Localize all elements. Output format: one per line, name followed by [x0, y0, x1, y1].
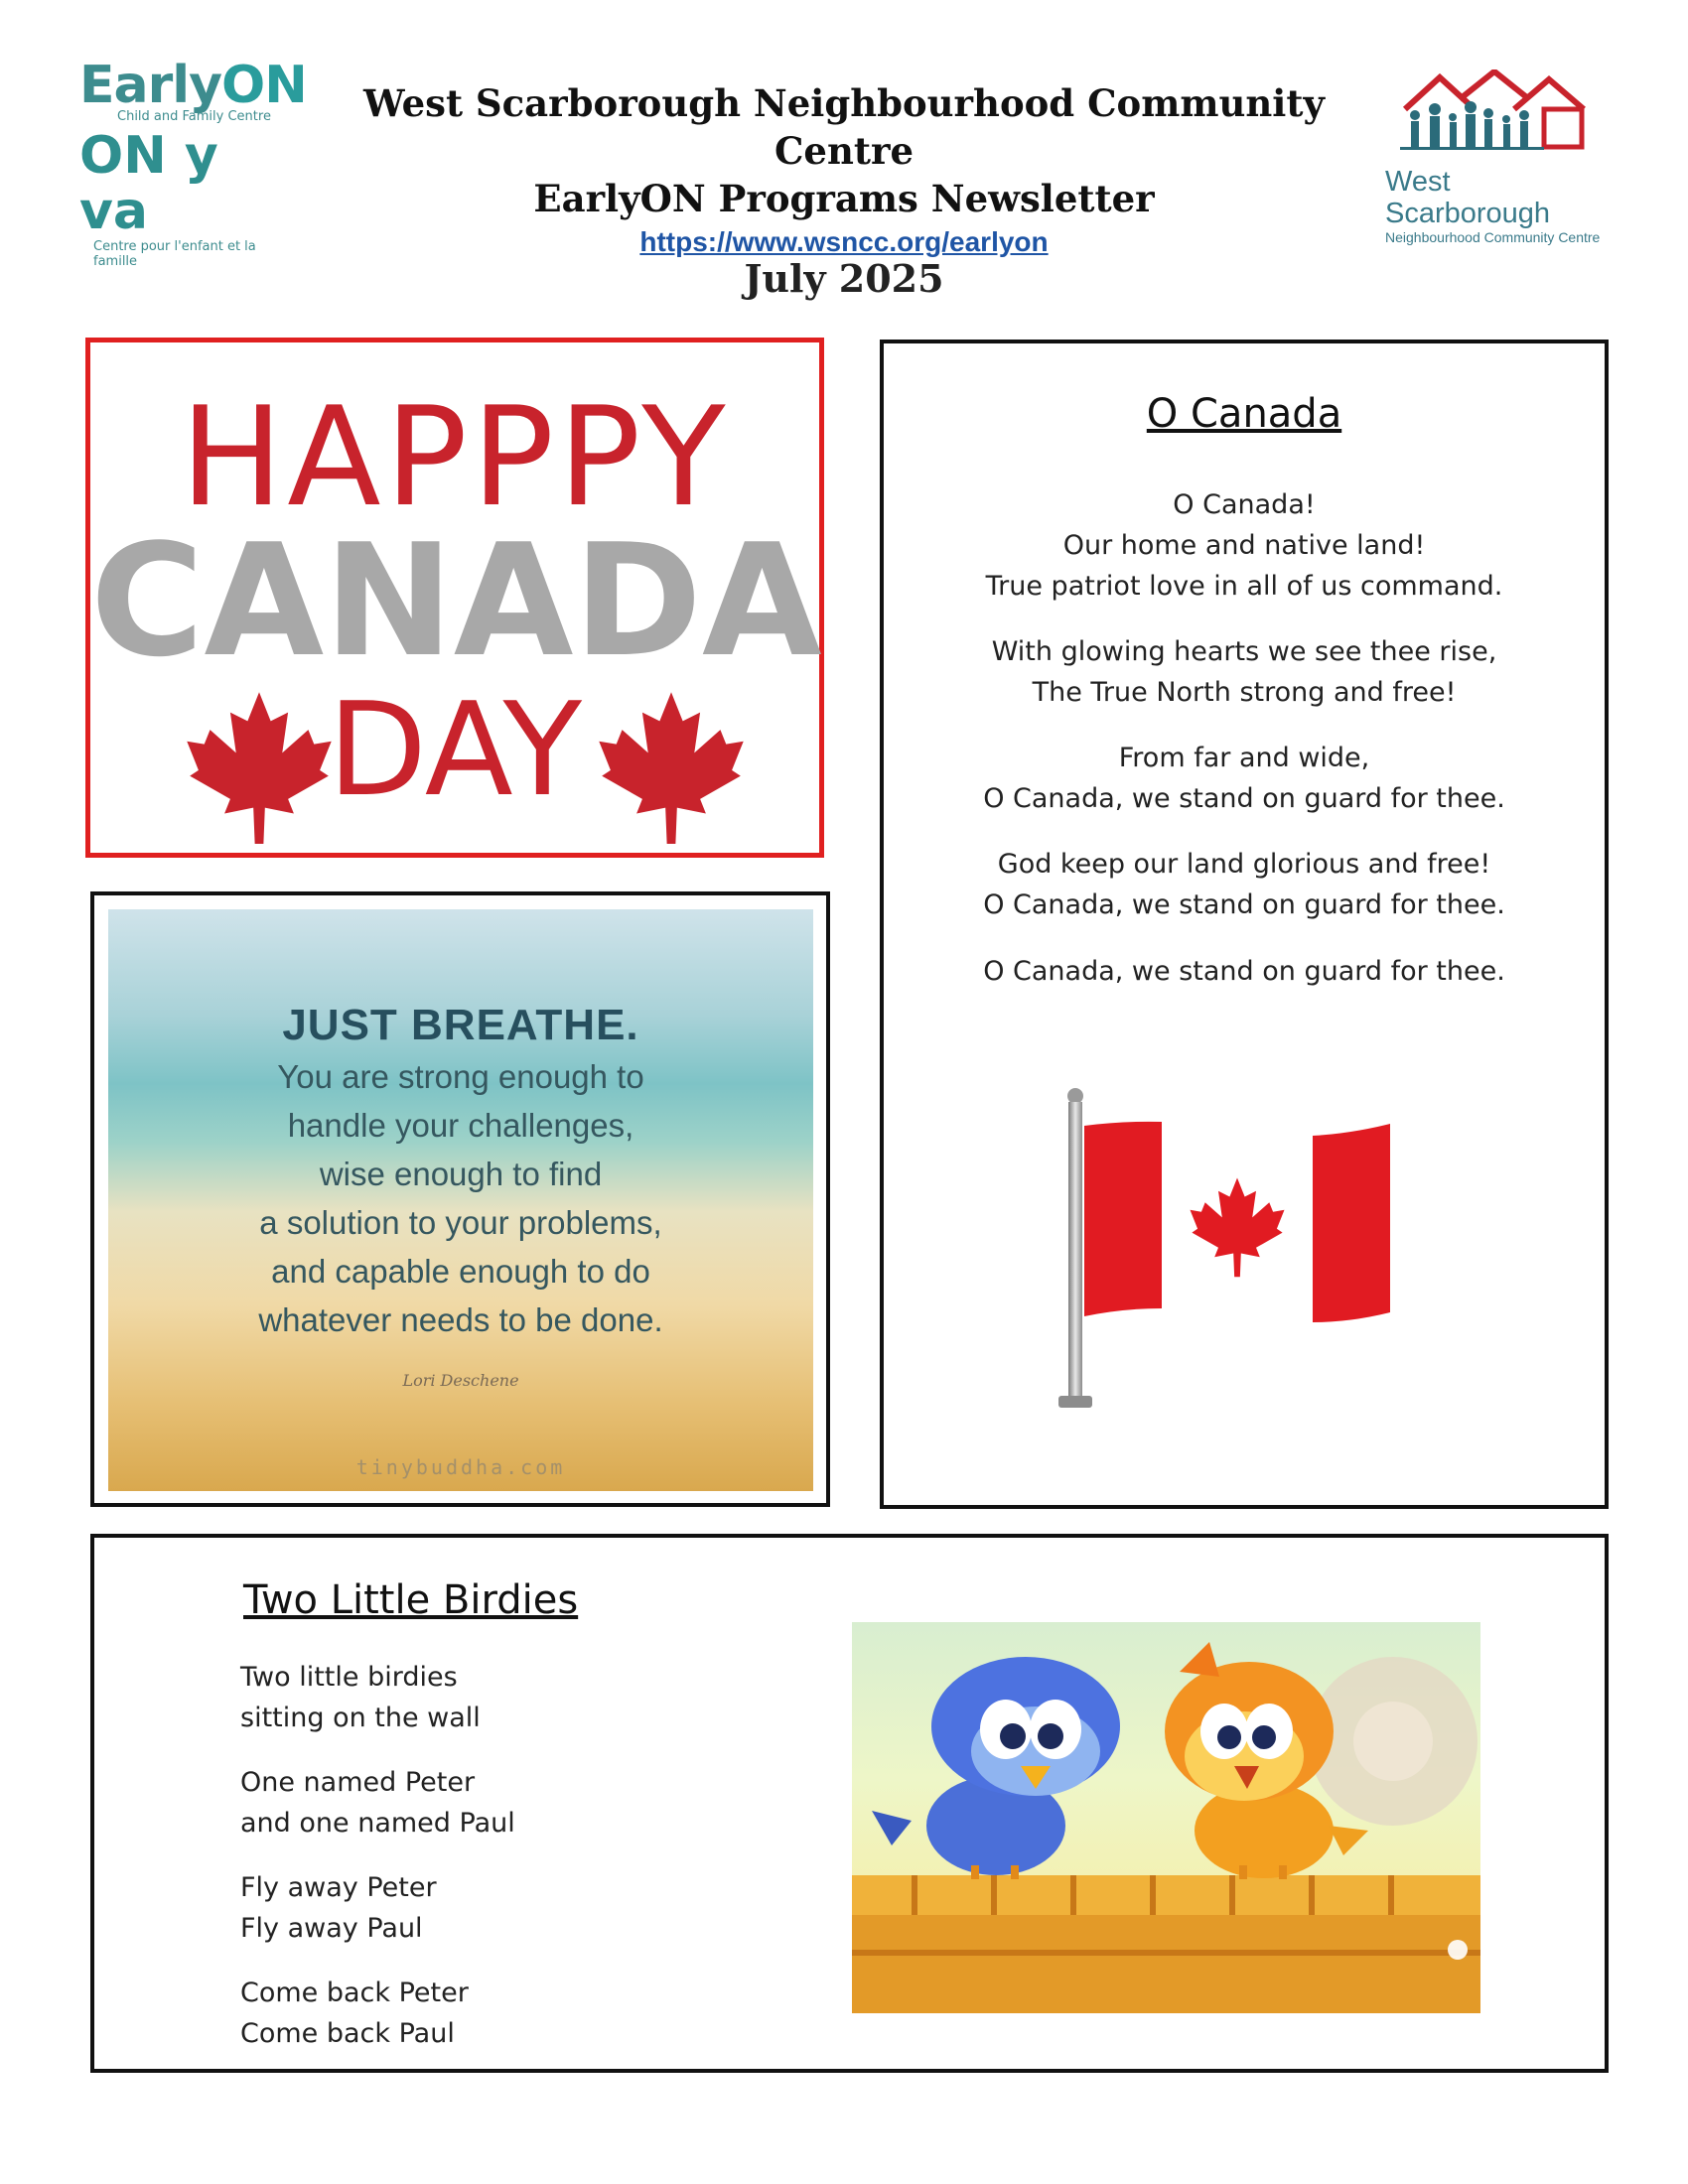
song-line: Come back Paul — [240, 2018, 455, 2049]
anthem-line: O Canada! — [1173, 489, 1316, 520]
song-line: One named Peter — [240, 1767, 476, 1798]
earlyon-logo — [79, 56, 307, 269]
song-title: Two Little Birdies — [243, 1577, 579, 1623]
wsncc-logo-name: West Scarborough — [1385, 166, 1551, 229]
anthem-stanza — [884, 844, 1605, 925]
newsletter-date: July 2025 — [744, 256, 944, 301]
quote-source: tinybuddha.com — [355, 1455, 566, 1479]
centre-name: West Scarborough Neighbourhood Community Centre — [363, 81, 1325, 173]
song-line: Fly away Paul — [240, 1913, 423, 1944]
quote-signature: Lori Deschene — [402, 1371, 519, 1390]
canada-flag-icon — [1053, 1086, 1410, 1424]
song-line: sitting on the wall — [240, 1703, 481, 1733]
anthem-title: O Canada — [1146, 391, 1342, 437]
song-stanza — [240, 1973, 469, 2054]
quote-title: JUST BREATHE. — [282, 1001, 639, 1049]
maple-leaf-icon — [597, 685, 746, 844]
quote-line: handle your challenges, — [287, 1107, 634, 1144]
maple-leaf-icon — [185, 685, 334, 844]
earlyon-logo-sub-fr: Centre pour l'enfant et la famille — [93, 239, 256, 269]
quote-line: You are strong enough to — [277, 1058, 644, 1095]
canada-text: CANADA — [90, 510, 822, 691]
anthem-line: True patriot love in all of us command. — [985, 571, 1503, 602]
anthem-stanza — [884, 738, 1605, 819]
wsncc-logo — [1385, 69, 1614, 245]
earlyon-logo-early: Early — [79, 56, 221, 115]
wsncc-logo-sub: Neighbourhood Community Centre — [1385, 229, 1601, 245]
day-text: DAY — [327, 674, 583, 825]
quote-line: wise enough to find — [319, 1156, 603, 1192]
song-stanza — [240, 1762, 515, 1843]
house-family-icon — [1385, 69, 1614, 154]
song-stanza — [240, 1657, 481, 1738]
anthem-stanza — [884, 951, 1605, 992]
quote-line: and capable enough to do — [271, 1253, 650, 1290]
anthem-line: O Canada, we stand on guard for thee. — [983, 956, 1505, 987]
quote-panel — [90, 891, 830, 1507]
earlyon-logo-sub-en: Child and Family Centre — [117, 109, 271, 124]
quote-line: whatever needs to be done. — [258, 1301, 663, 1338]
anthem-line: With glowing hearts we see thee rise, — [991, 636, 1497, 667]
birds-illustration — [852, 1622, 1480, 2013]
song-line: Two little birdies — [240, 1662, 458, 1693]
earlyon-logo-on: ON — [220, 56, 307, 115]
anthem-line: Our home and native land! — [1062, 530, 1426, 561]
earlyon-logo-fr: ON y va — [79, 126, 218, 241]
anthem-line: From far and wide, — [1118, 743, 1370, 773]
song-line: Come back Peter — [240, 1978, 469, 2008]
two-birds-icon — [852, 1622, 1480, 2013]
anthem-panel — [880, 340, 1609, 1509]
anthem-stanza — [884, 484, 1605, 607]
anthem-line: O Canada, we stand on guard for thee. — [983, 783, 1505, 814]
song-line: and one named Paul — [240, 1808, 515, 1839]
newsletter-title: EarlyON Programs Newsletter — [533, 177, 1155, 220]
song-panel — [90, 1534, 1609, 2073]
earlyon-logo-wordmark — [79, 56, 307, 115]
newsletter-header — [298, 79, 1390, 262]
anthem-line: O Canada, we stand on guard for thee. — [983, 889, 1505, 920]
song-stanza — [240, 1867, 437, 1949]
happy-canada-day-panel — [85, 338, 824, 858]
beach-quote-image — [108, 909, 813, 1491]
song-line: Fly away Peter — [240, 1872, 437, 1903]
happy-text: HAPPPY — [180, 377, 730, 537]
anthem-line: The True North strong and free! — [1032, 677, 1457, 708]
website-link[interactable]: https://www.wsncc.org/earlyon — [639, 226, 1049, 257]
quote-line: a solution to your problems, — [259, 1204, 662, 1241]
anthem-stanza — [884, 631, 1605, 713]
anthem-line: God keep our land glorious and free! — [997, 849, 1491, 880]
